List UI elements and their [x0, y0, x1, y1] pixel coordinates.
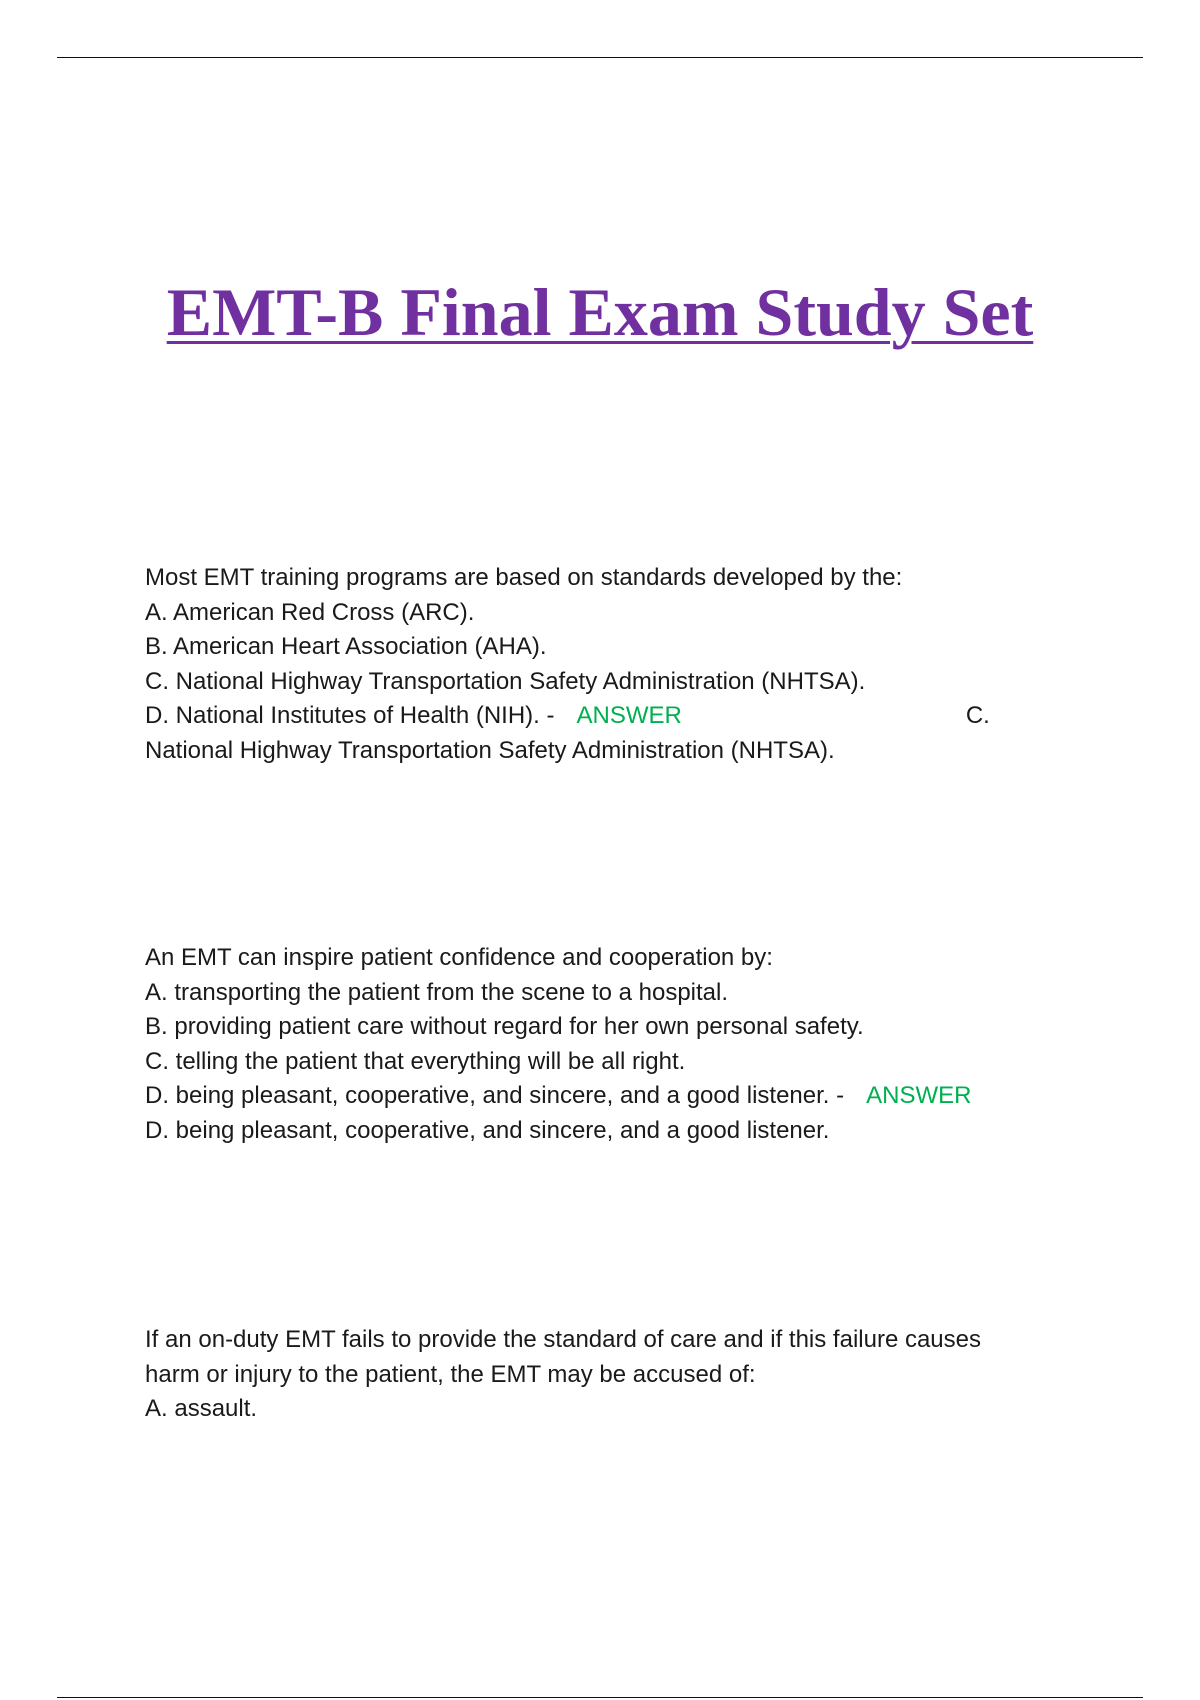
- answer-label: ANSWER: [576, 702, 682, 729]
- option-c: C. telling the patient that everything will be all right.: [145, 1047, 686, 1075]
- option-a: A. assault.: [145, 1395, 258, 1422]
- option-d: D. being pleasant, cooperative, and sincere, and a good listener. -: [145, 1082, 845, 1109]
- option-d-line: [145, 699, 1050, 734]
- option-a: A. American Red Cross (ARC).: [145, 598, 475, 626]
- document-title: EMT-B Final Exam Study Set: [166, 274, 1034, 350]
- question-stem-line-1: If an on-duty EMT fails to provide the standard of care and if this failure causes: [145, 1326, 982, 1353]
- question-3: [145, 1323, 1050, 1427]
- option-b: B. providing patient care without regard for her own personal safety.: [145, 1013, 864, 1040]
- option-d: D. National Institutes of Health (NIH). -: [145, 702, 555, 729]
- answer-label: ANSWER: [866, 1082, 972, 1109]
- question-stem-line-2: harm or injury to the patient, the EMT may be accused of:: [145, 1360, 756, 1388]
- answer-lead: C.: [965, 702, 990, 729]
- option-b: B. American Heart Association (AHA).: [145, 633, 547, 660]
- footer-rule: [57, 1697, 1143, 1698]
- option-a: A. transporting the patient from the scene to a hospital.: [145, 978, 729, 1006]
- question-stem: An EMT can inspire patient confidence and cooperation by:: [145, 944, 773, 971]
- header-rule: [57, 57, 1143, 58]
- answer-text: National Highway Transportation Safety Administration (NHTSA).: [145, 736, 835, 764]
- question-1: [145, 561, 1050, 768]
- option-c: C. National Highway Transportation Safety Administration (NHTSA).: [145, 667, 866, 695]
- option-d-line: [145, 1079, 1050, 1114]
- question-2: [145, 941, 1050, 1148]
- answer-text: D. being pleasant, cooperative, and sincere, and a good listener.: [145, 1116, 830, 1144]
- question-stem: Most EMT training programs are based on standards developed by the:: [145, 564, 903, 591]
